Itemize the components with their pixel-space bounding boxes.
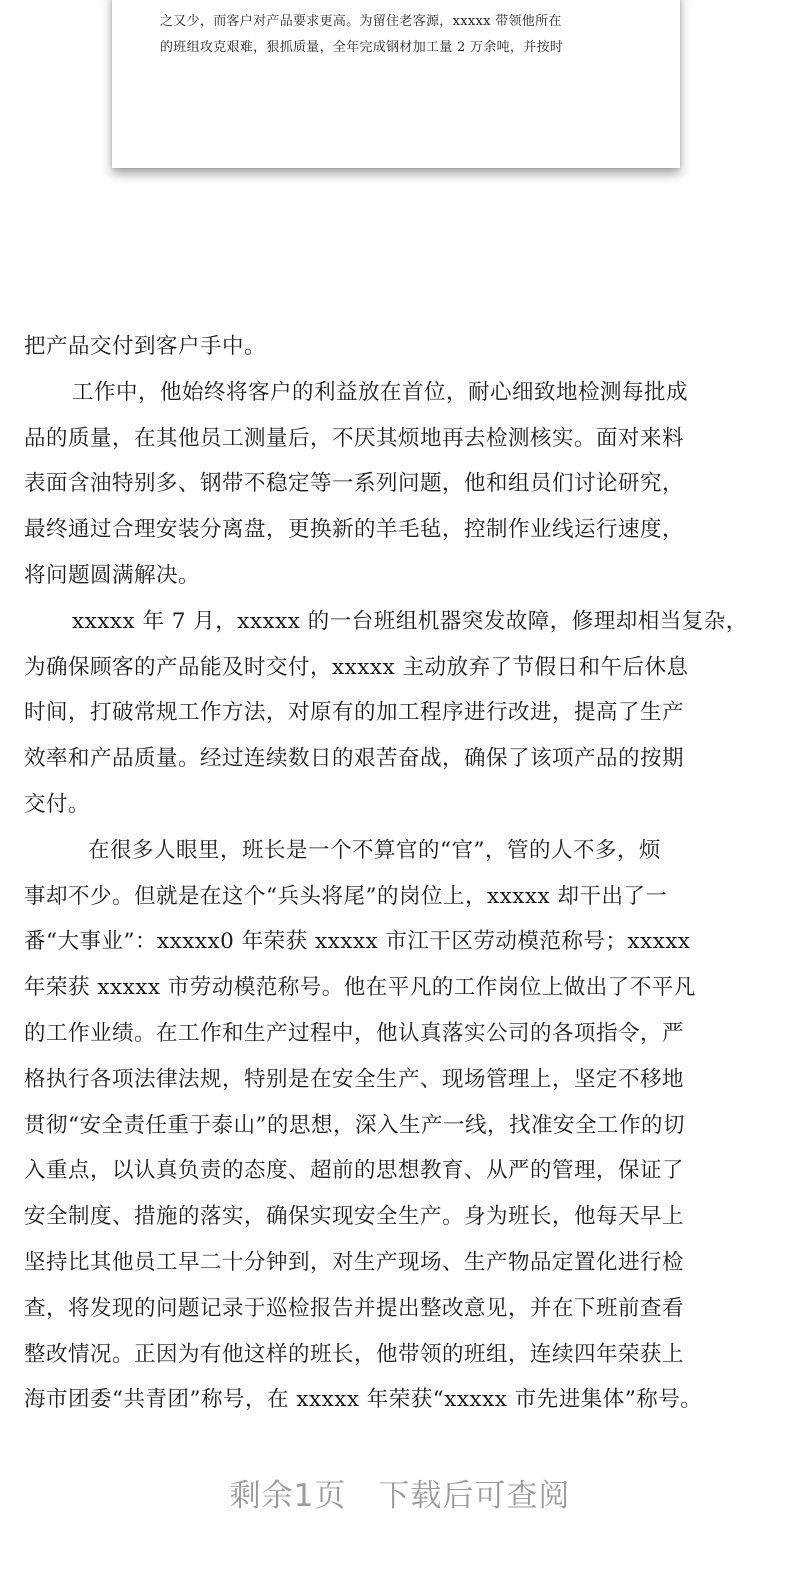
document-body [24,324,776,1423]
text-line: 的工作业绩。在工作和生产过程中，他认真落实公司的各项指令，严 [24,1020,685,1046]
text-line: 时间，打破常规工作方法，对原有的加工程序进行改进，提高了生产 [24,700,685,726]
remaining-pages-notice[interactable]: 剩余1页 下载后可查阅 [229,1478,571,1514]
text-line: 海市团委“共青团”称号，在 xxxxx 年荣获“xxxxx 市先进集体”称号。 [24,1387,703,1413]
text-line: 贯彻“安全责任重于泰山”的思想，深入生产一线，找准安全工作的切 [24,1112,685,1138]
text-line: 效率和产品质量。经过连续数日的艰苦奋战，确保了该项产品的按期 [24,746,685,772]
text-line: 为确保顾客的产品能及时交付，xxxxx 主动放弃了节假日和午后休息 [24,654,689,680]
text-line: 将问题圆满解决。 [24,562,201,588]
paragraph-start-line: xxxxx 年 7 月，xxxxx 的一台班组机器突发故障，修理却相当复杂， [72,608,748,634]
paragraph-start-line: 工作中，他始终将客户的利益放在首位，耐心细致地检测每批成 [72,379,689,405]
text-line: 整改情况。正因为有他这样的班长，他带领的班组，连续四年荣获上 [24,1341,685,1367]
text-line: 坚持比其他员工早二十分钟到，对生产现场、生产物品定置化进行检 [24,1249,685,1275]
paragraph-start-line: 在很多人眼里，班长是一个不算官的“官”，管的人不多，烦 [88,837,661,863]
text-line: 事却不少。但就是在这个“兵头将尾”的岗位上，xxxxx 却干出了一 [24,883,668,909]
text-line: 安全制度、措施的落实，确保实现安全生产。身为班长，他每天早上 [24,1204,685,1230]
preview-page-card [112,0,680,168]
text-line: 把产品交付到客户手中。 [24,334,267,359]
text-line: 品的质量，在其他员工测量后，不厌其烦地再去检测核实。面对来料 [24,425,685,451]
text-line: 入重点，以认真负责的态度、超前的思想教育、从严的管理，保证了 [24,1158,685,1184]
preview-text-line: 的班组攻克艰难，狠抓质量，全年完成钢材加工量 2 万余吨，并按时 [160,40,564,55]
text-line: 表面含油特别多、钢带不稳定等一系列问题，他和组员们讨论研究， [24,471,685,497]
text-line: 最终通过合理安装分离盘，更换新的羊毛毡，控制作业线运行速度， [24,517,685,543]
text-line: 查，将发现的问题记录于巡检报告并提出整改意见，并在下班前查看 [24,1295,685,1321]
text-line: 格执行各项法律法规，特别是在安全生产、现场管理上，坚定不移地 [24,1066,685,1092]
text-line: 番“大事业”：xxxxx0 年荣获 xxxxx 市江干区劳动模范称号；xxxxx [24,929,691,955]
text-line: 年荣获 xxxxx 市劳动模范称号。他在平凡的工作岗位上做出了不平凡 [24,975,696,1001]
preview-text-line: 之又少，而客户对产品要求更高。为留住老客源，xxxxx 带领他所在 [160,14,562,29]
text-line: 交付。 [24,791,91,817]
